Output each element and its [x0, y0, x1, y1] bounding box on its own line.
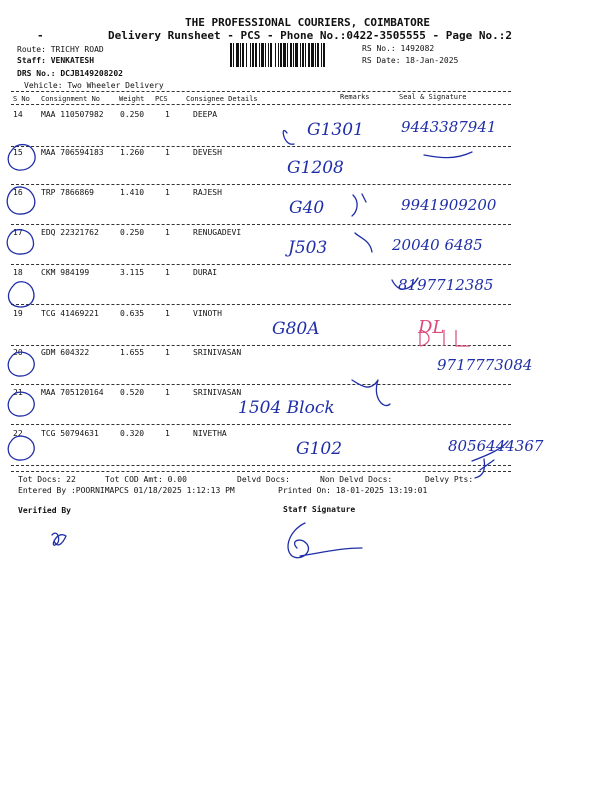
barcode-bar	[287, 43, 288, 67]
row-weight: 0.635	[120, 309, 145, 318]
row-weight: 1.410	[120, 188, 145, 197]
barcode-bar	[305, 43, 306, 67]
barcode-bar	[250, 43, 251, 67]
row-rule	[11, 345, 511, 346]
barcode-bar	[300, 43, 301, 67]
staff-signature-label: Staff Signature	[283, 505, 356, 514]
barcode-bar	[236, 43, 239, 67]
barcode-bar	[268, 43, 269, 67]
row-consignee: NIVETHA	[193, 429, 227, 438]
barcode-bar	[308, 43, 310, 67]
delvy-pts: Delvy Pts:	[425, 475, 474, 484]
barcode-bar	[275, 43, 276, 67]
row-sno: 18	[13, 268, 23, 277]
row-rule	[11, 184, 511, 185]
barcode-bar	[293, 43, 294, 67]
row-consignment: CKM 984199	[41, 268, 90, 277]
staff-label: Staff: VENKATESH	[17, 56, 95, 65]
barcode-bar	[252, 43, 254, 67]
row-sno: 22	[13, 429, 23, 438]
company-name: THE PROFESSIONAL COURIERS, COIMBATORE	[185, 16, 431, 29]
table-header-rule	[11, 104, 511, 105]
seal-signature: 9941909200	[401, 196, 497, 214]
row-sno: 15	[13, 148, 23, 157]
row-sno: 21	[13, 388, 23, 397]
row-weight: 1.260	[120, 148, 145, 157]
barcode-bar	[315, 43, 316, 67]
tot-docs: Tot Docs: 22	[18, 475, 76, 484]
rs-date: RS Date: 18-Jan-2025	[362, 56, 459, 65]
row-consignee: DEEPA	[193, 110, 218, 119]
row-weight: 1.655	[120, 348, 145, 357]
row-consignment: TCG 50794631	[41, 429, 99, 438]
row-weight: 0.250	[120, 228, 145, 237]
col-remarks: Remarks	[340, 93, 370, 101]
route-label: Route: TRICHY ROAD	[17, 45, 104, 54]
handwritten-note: 1504 Block	[238, 398, 335, 418]
col-consignee: Consignee Details	[186, 95, 258, 103]
row-consignee: RAJESH	[193, 188, 222, 197]
row-consignment: MAA 706594183	[41, 148, 104, 157]
barcode-bar	[265, 43, 266, 67]
verified-by: Verified By	[18, 506, 71, 515]
printed-on: Printed On: 18-01-2025 13:19:01	[278, 486, 428, 495]
row-sno: 20	[13, 348, 23, 357]
row-consignment: TRP 7866869	[41, 188, 94, 197]
row-consignee: SRINIVASAN	[193, 348, 242, 357]
barcode-bar	[321, 43, 322, 67]
handwritten-note: G1301	[307, 120, 364, 140]
handwritten-note: G1208	[287, 158, 344, 178]
seal-signature: 8197712385	[398, 276, 494, 294]
table-top-rule	[11, 91, 511, 92]
handwritten-note: G80A	[272, 319, 320, 339]
row-weight: 0.250	[120, 110, 145, 119]
barcode-bar	[317, 43, 319, 67]
row-pcs: 1	[165, 188, 170, 197]
footer-signatures	[52, 523, 362, 558]
barcode-bar	[270, 43, 272, 67]
barcode-bar	[242, 43, 244, 67]
header-dash: -	[37, 29, 44, 42]
barcode-bar	[280, 43, 282, 67]
row-rule	[11, 304, 511, 305]
barcode-bar	[240, 43, 241, 67]
barcode-bar	[323, 43, 325, 67]
seal-signature: 8056444367	[448, 437, 544, 455]
row-sno: 14	[13, 110, 23, 119]
row-rule	[11, 224, 511, 225]
row-pcs: 1	[165, 110, 170, 119]
barcode-bar	[283, 43, 286, 67]
row-sno: 17	[13, 228, 23, 237]
seal-signature: 20040 6485	[392, 236, 483, 254]
row-consignment: TCG 41469221	[41, 309, 99, 318]
row-consignment: MAA 705120164	[41, 388, 104, 397]
col-weight: Weight	[119, 95, 145, 103]
barcode	[230, 43, 355, 67]
barcode-bar	[311, 43, 314, 67]
row-pcs: 1	[165, 268, 170, 277]
row-consignee: DEVESH	[193, 148, 222, 157]
row-sno: 19	[13, 309, 23, 318]
delvd-docs: Delvd Docs:	[237, 475, 290, 484]
row-pcs: 1	[165, 228, 170, 237]
row-rule	[11, 264, 511, 265]
row-consignment: EDQ 22321762	[41, 228, 99, 237]
row-consignment: GDM 604322	[41, 348, 90, 357]
row-consignment: MAA 110507982	[41, 110, 104, 119]
barcode-bar	[255, 43, 257, 67]
row-weight: 0.520	[120, 388, 145, 397]
barcode-graphic	[230, 43, 355, 67]
row-pcs: 1	[165, 148, 170, 157]
barcode-bar	[290, 43, 292, 67]
barcode-bar	[302, 43, 304, 67]
row-pcs: 1	[165, 309, 170, 318]
row-pcs: 1	[165, 348, 170, 357]
barcode-bar	[230, 43, 232, 67]
barcode-bar	[295, 43, 298, 67]
barcode-bar	[246, 43, 247, 67]
handwritten-note: J503	[288, 238, 328, 258]
seal-signature: DL	[418, 317, 445, 338]
row-rule	[11, 146, 511, 147]
col-consignment: Consignment No	[41, 95, 101, 103]
runsheet-title: Delivery Runsheet - PCS - Phone No.:0422-3505555 - Page No.:2	[108, 29, 512, 42]
rs-number: RS No.: 1492082	[362, 44, 435, 53]
footer-rule	[11, 471, 511, 472]
seal-signature: 9717773084	[437, 356, 533, 374]
row-pcs: 1	[165, 388, 170, 397]
row-consignee: DURAI	[193, 268, 218, 277]
handwritten-note: G102	[296, 439, 343, 459]
drs-number: DRS No.: DCJB149208202	[17, 69, 123, 78]
barcode-bar	[259, 43, 260, 67]
vehicle-label: Vehicle: Two Wheeler Delivery	[24, 81, 164, 90]
row-consignee: VINOTH	[193, 309, 222, 318]
barcode-bar	[261, 43, 264, 67]
row-pcs: 1	[165, 429, 170, 438]
barcode-bar	[233, 43, 234, 67]
row-rule	[11, 424, 511, 425]
entered-by: Entered By :POORNIMAPCS 01/18/2025 1:12:13 PM	[18, 486, 235, 495]
row-sno: 16	[13, 188, 23, 197]
row-consignee: RENUGADEVI	[193, 228, 242, 237]
col-sno: S No	[13, 95, 30, 103]
row-weight: 3.115	[120, 268, 145, 277]
seal-signature: 9443387941	[401, 118, 497, 136]
col-pcs: PCS	[155, 95, 168, 103]
row-rule	[11, 465, 511, 466]
row-consignee: SRINIVASAN	[193, 388, 242, 397]
non-delvd-docs: Non Delvd Docs:	[320, 475, 393, 484]
tot-cod: Tot COD Amt: 0.00	[105, 475, 187, 484]
col-seal: Seal & Signature	[399, 93, 467, 101]
row-rule	[11, 384, 511, 385]
barcode-bar	[278, 43, 279, 67]
handwritten-note: G40	[289, 198, 325, 218]
row-weight: 0.320	[120, 429, 145, 438]
